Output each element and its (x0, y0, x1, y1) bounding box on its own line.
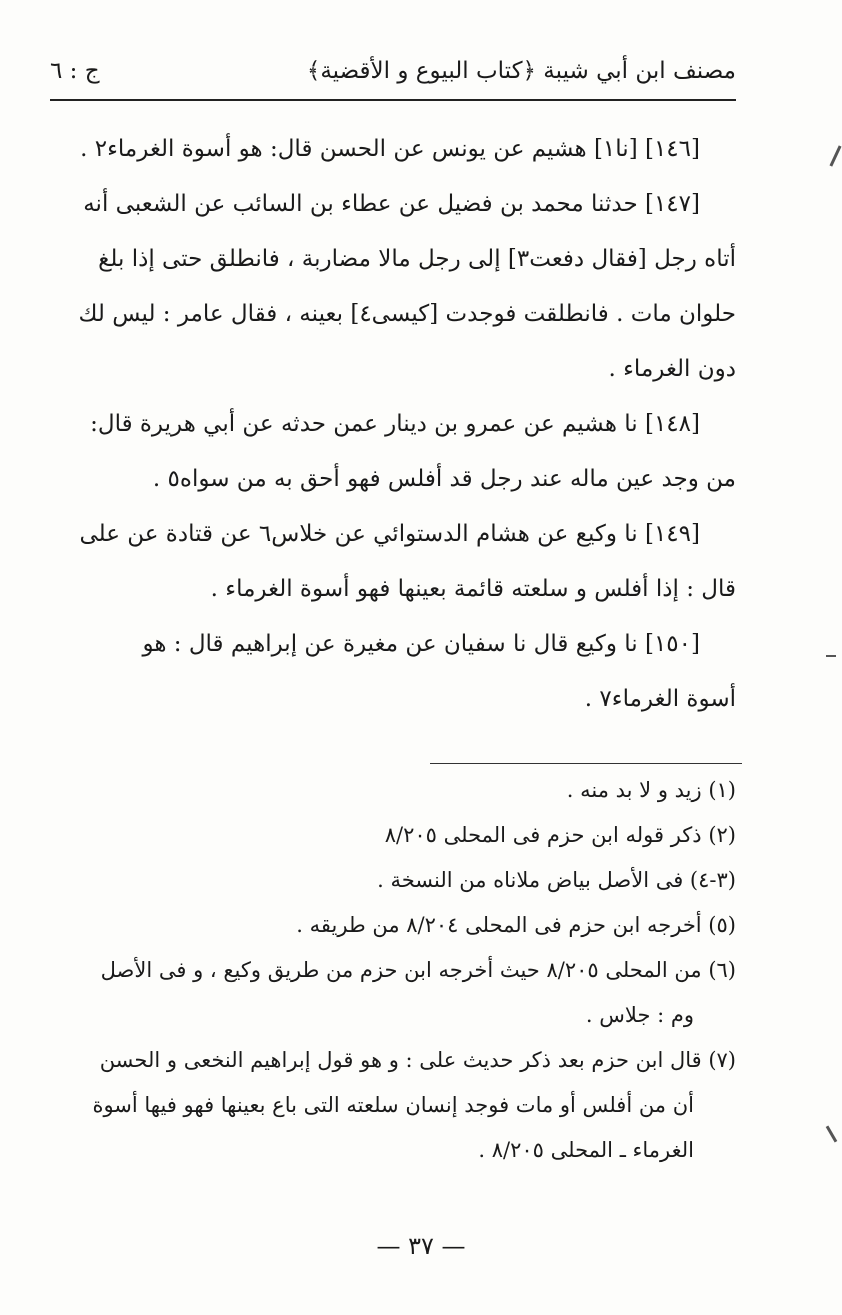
footnote-continuation: الغرماء ـ المحلى ٨/٢٠٥ . (478, 1138, 694, 1162)
footnote: (٣-٤) فى الأصل بياض ملاناه من النسخة . (377, 868, 736, 892)
text-line: [١٤٨] نا هشيم عن عمرو بن دينار عمن حدثه عن أبي هريرة قال: (90, 411, 700, 437)
text-line: [١٤٩] نا وكيع عن هشام الدستوائي عن خلاس٦ عن قتادة عن على (79, 521, 700, 547)
footnote-continuation: وم : جلاس . (585, 1003, 694, 1027)
text-line: [١٥٠] نا وكيع قال نا سفيان عن مغيرة عن إبراهيم قال : هو (142, 631, 700, 657)
footnote: (٥) أخرجه ابن حزم فى المحلى ٨/٢٠٤ من طريقه . (296, 913, 736, 937)
text-line: من وجد عين ماله عند رجل قد أفلس فهو أحق به من سواه٥ . (152, 466, 736, 492)
text-line: [١٤٧] حدثنا محمد بن فضيل عن عطاء بن السائب عن الشعبى أنه (83, 191, 700, 217)
footnote: (٧) قال ابن حزم بعد ذكر حديث على : و هو قول إبراهيم النخعى و الحسن (99, 1048, 736, 1072)
header-rule (50, 99, 736, 101)
book-title: مصنف ابن أبي شيبة (543, 58, 736, 84)
page-number: — ٣٧ — (376, 1232, 466, 1260)
text-line: دون الغرماء . (608, 356, 736, 382)
footnote: (١) زيد و لا بد منه . (566, 778, 736, 802)
scan-mark (826, 1125, 838, 1142)
running-header (50, 52, 736, 94)
footnotes (80, 768, 736, 1173)
text-line: حلوان مات . فانطلقت فوجدت [كيسى٤] بعينه ، فقال عامر : ليس لك (78, 301, 736, 327)
footnote: (٢) ذكر قوله ابن حزم فى المحلى ٨/٢٠٥ (384, 823, 736, 847)
text-line: [١٤٦] [نا١] هشيم عن يونس عن الحسن قال: هو أسوة الغرماء٢ . (80, 136, 700, 162)
text-line: أتاه رجل [فقال دفعت٣] إلى رجل مالا مضاربة ، فانطلق حتى إذا بلغ (98, 246, 736, 272)
main-text (72, 122, 736, 727)
section-title: ﴿كتاب البيوع و الأقضية﴾ (306, 58, 536, 84)
scan-mark (826, 655, 836, 657)
scan-mark (829, 145, 841, 166)
text-line: أسوة الغرماء٧ . (584, 686, 736, 712)
volume-number: ج : ٦ (50, 58, 100, 84)
footnote: (٦) من المحلى ٨/٢٠٥ حيث أخرجه ابن حزم من طريق وكيع ، و فى الأصل (100, 958, 736, 982)
footnote-continuation: أن من أفلس أو مات فوجد إنسان سلعته التى باع بعينها فهو فيها أسوة (92, 1093, 694, 1117)
text-line: قال : إذا أفلس و سلعته قائمة بعينها فهو أسوة الغرماء . (210, 576, 736, 602)
footnote-rule (430, 763, 742, 764)
